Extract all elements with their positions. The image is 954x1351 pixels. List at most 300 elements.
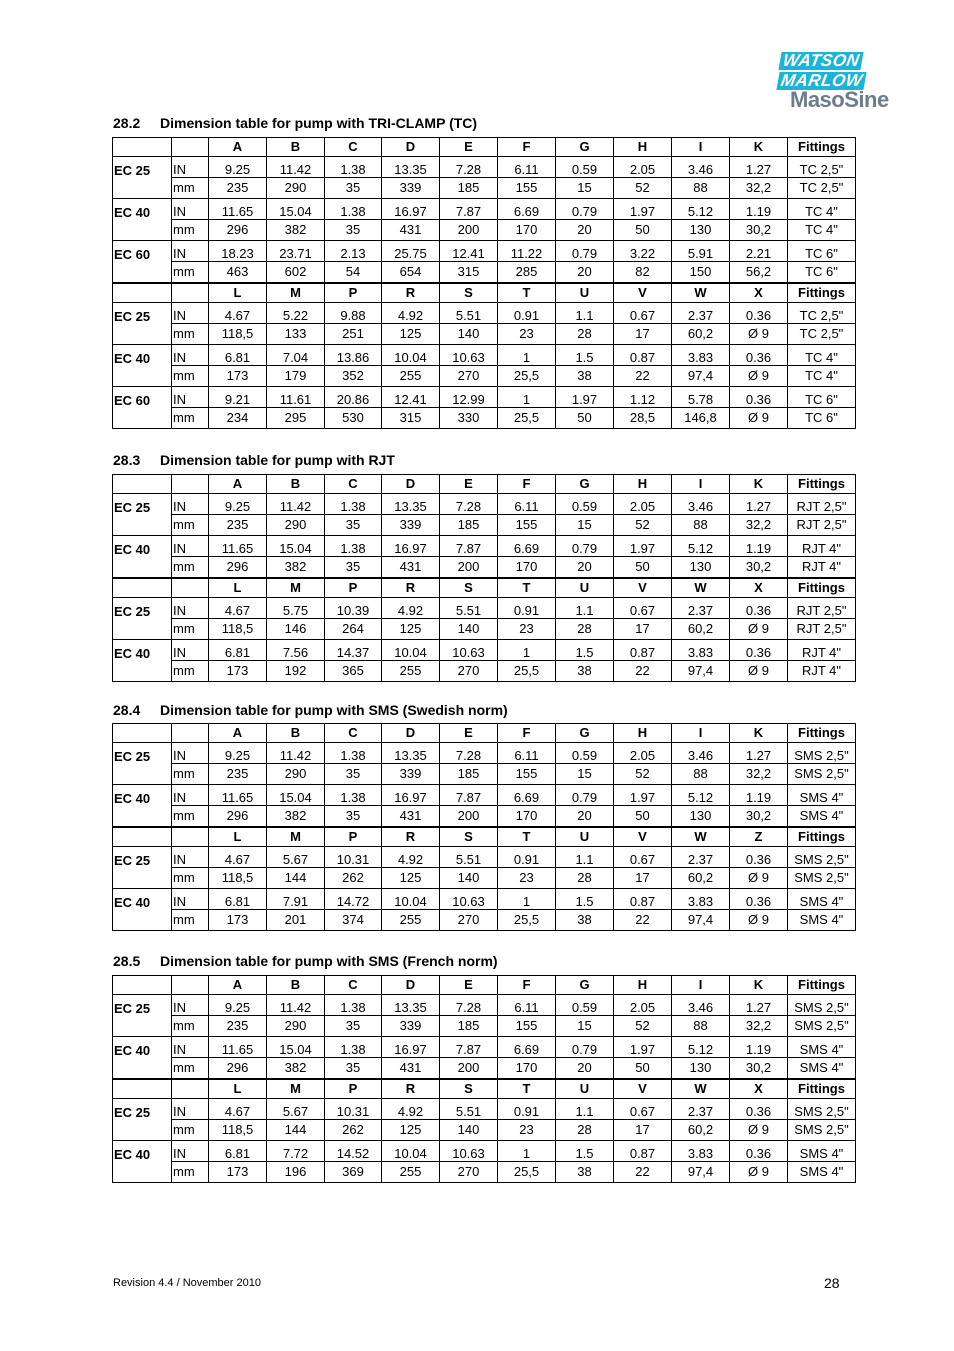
table-cell: TC 4" xyxy=(788,199,856,220)
column-header: H xyxy=(614,475,672,494)
pump-model-cell: EC 40 xyxy=(113,1037,172,1058)
table-cell: 431 xyxy=(382,557,440,579)
unit-cell: mm xyxy=(172,408,209,429)
pump-model-cell: EC 25 xyxy=(113,743,172,764)
column-header: K xyxy=(730,976,788,995)
table-cell: 7.28 xyxy=(440,494,498,515)
column-header: Fittings xyxy=(788,578,856,598)
table-cell: 0.36 xyxy=(730,1141,788,1162)
column-header xyxy=(172,1079,209,1099)
table-cell: 0.87 xyxy=(614,640,672,661)
table-cell: 1.5 xyxy=(556,1141,614,1162)
table-cell: RJT 2,5" xyxy=(788,515,856,536)
table-cell: Ø 9 xyxy=(730,868,788,889)
table-cell: 10.04 xyxy=(382,640,440,661)
table-cell: 50 xyxy=(614,220,672,241)
table-row xyxy=(113,1016,856,1037)
column-header xyxy=(172,724,209,743)
table-header-row xyxy=(113,578,856,598)
column-header xyxy=(113,475,172,494)
table-cell: 235 xyxy=(209,764,267,785)
table-cell: 4.92 xyxy=(382,303,440,324)
table-cell: 4.92 xyxy=(382,598,440,619)
table-cell: 17 xyxy=(614,868,672,889)
table-cell: 7.72 xyxy=(267,1141,325,1162)
pump-model-cell xyxy=(113,515,172,536)
unit-cell: mm xyxy=(172,910,209,931)
pump-model-cell: EC 40 xyxy=(113,345,172,366)
table-cell: TC 6" xyxy=(788,262,856,284)
table-row xyxy=(113,366,856,387)
table-cell: 4.67 xyxy=(209,847,267,868)
column-header: G xyxy=(556,976,614,995)
table-cell: 13.86 xyxy=(325,345,382,366)
table-cell: 0.59 xyxy=(556,157,614,178)
table-row xyxy=(113,494,856,515)
pump-model-cell: EC 25 xyxy=(113,847,172,868)
table-cell: 15.04 xyxy=(267,785,325,806)
table-row xyxy=(113,806,856,828)
table-cell: 200 xyxy=(440,806,498,828)
table-cell: 16.97 xyxy=(382,536,440,557)
column-header: L xyxy=(209,578,267,598)
table-header-row xyxy=(113,724,856,743)
column-header: B xyxy=(267,976,325,995)
unit-cell: IN xyxy=(172,1141,209,1162)
table-cell: SMS 4" xyxy=(788,806,856,828)
table-cell: 6.69 xyxy=(498,536,556,557)
table-cell: 1.97 xyxy=(614,536,672,557)
table-cell: 173 xyxy=(209,661,267,682)
table-cell: 290 xyxy=(267,515,325,536)
table-cell: 192 xyxy=(267,661,325,682)
table-row xyxy=(113,889,856,910)
table-cell: 1.27 xyxy=(730,995,788,1016)
section-heading: Dimension table for pump with SMS (French norm) xyxy=(160,953,498,969)
table-cell: 35 xyxy=(325,1016,382,1037)
table-cell: 35 xyxy=(325,1058,382,1080)
table-cell: 140 xyxy=(440,619,498,640)
unit-cell: IN xyxy=(172,494,209,515)
table-cell: 382 xyxy=(267,220,325,241)
column-header: I xyxy=(672,724,730,743)
table-cell: TC 2,5" xyxy=(788,324,856,345)
unit-cell: IN xyxy=(172,847,209,868)
table-cell: 382 xyxy=(267,806,325,828)
table-cell: Ø 9 xyxy=(730,910,788,931)
pump-model-cell: EC 40 xyxy=(113,1141,172,1162)
table-cell: 264 xyxy=(325,619,382,640)
table-cell: 290 xyxy=(267,764,325,785)
table-cell: 155 xyxy=(498,178,556,199)
table-cell: 374 xyxy=(325,910,382,931)
table-cell: 144 xyxy=(267,1120,325,1141)
column-header: G xyxy=(556,475,614,494)
table-cell: 315 xyxy=(440,262,498,284)
table-cell: 0.36 xyxy=(730,1099,788,1120)
table-cell: 2.37 xyxy=(672,598,730,619)
unit-cell: IN xyxy=(172,785,209,806)
table-cell: 38 xyxy=(556,366,614,387)
column-header: I xyxy=(672,138,730,157)
table-cell: 22 xyxy=(614,1162,672,1183)
table-cell: 201 xyxy=(267,910,325,931)
section-title-28-3 xyxy=(113,452,395,468)
table-cell: 4.67 xyxy=(209,598,267,619)
table-cell: 9.25 xyxy=(209,157,267,178)
table-cell: 3.22 xyxy=(614,241,672,262)
table-cell: 1.97 xyxy=(614,199,672,220)
column-header xyxy=(113,578,172,598)
column-header: C xyxy=(325,724,382,743)
table-cell: 0.36 xyxy=(730,847,788,868)
table-cell: 9.21 xyxy=(209,387,267,408)
table-cell: 25,5 xyxy=(498,408,556,429)
table-cell: 16.97 xyxy=(382,785,440,806)
table-cell: 13.35 xyxy=(382,743,440,764)
table-cell: 255 xyxy=(382,661,440,682)
table-cell: 0.59 xyxy=(556,743,614,764)
table-cell: 155 xyxy=(498,1016,556,1037)
table-cell: 23 xyxy=(498,868,556,889)
pump-model-cell: EC 40 xyxy=(113,199,172,220)
unit-cell: mm xyxy=(172,764,209,785)
table-cell: 0.79 xyxy=(556,241,614,262)
column-header: X xyxy=(730,578,788,598)
pump-model-cell xyxy=(113,366,172,387)
column-header: U xyxy=(556,1079,614,1099)
table-cell: 56,2 xyxy=(730,262,788,284)
table-cell: 179 xyxy=(267,366,325,387)
unit-cell: IN xyxy=(172,241,209,262)
column-header: P xyxy=(325,827,382,847)
table-cell: 30,2 xyxy=(730,557,788,579)
column-header: E xyxy=(440,724,498,743)
table-cell: 32,2 xyxy=(730,178,788,199)
column-header: R xyxy=(382,578,440,598)
table-cell: 6.11 xyxy=(498,157,556,178)
column-header: P xyxy=(325,1079,382,1099)
dimension-table-tri-clamp xyxy=(112,137,856,429)
table-header-row xyxy=(113,475,856,494)
table-cell: 10.31 xyxy=(325,847,382,868)
table-cell: 1.1 xyxy=(556,598,614,619)
table-cell: 315 xyxy=(382,408,440,429)
table-row xyxy=(113,241,856,262)
table-cell: TC 6" xyxy=(788,387,856,408)
table-cell: 11.65 xyxy=(209,785,267,806)
table-cell: 1.1 xyxy=(556,303,614,324)
table-cell: SMS 2,5" xyxy=(788,995,856,1016)
table-cell: 200 xyxy=(440,1058,498,1080)
table-row xyxy=(113,1120,856,1141)
table-cell: 20 xyxy=(556,557,614,579)
table-cell: 11.22 xyxy=(498,241,556,262)
table-cell: 339 xyxy=(382,764,440,785)
column-header xyxy=(172,283,209,303)
table-cell: 11.42 xyxy=(267,743,325,764)
unit-cell: mm xyxy=(172,806,209,828)
pump-model-cell: EC 25 xyxy=(113,995,172,1016)
table-cell: 30,2 xyxy=(730,220,788,241)
table-cell: 0.36 xyxy=(730,303,788,324)
table-cell: TC 4" xyxy=(788,345,856,366)
table-cell: 5.22 xyxy=(267,303,325,324)
column-header: M xyxy=(267,827,325,847)
pump-model-cell xyxy=(113,910,172,931)
table-cell: 97,4 xyxy=(672,1162,730,1183)
table-cell: SMS 4" xyxy=(788,889,856,910)
table-cell: 602 xyxy=(267,262,325,284)
table-cell: SMS 2,5" xyxy=(788,764,856,785)
table-row xyxy=(113,262,856,284)
column-header: Fittings xyxy=(788,1079,856,1099)
table-row xyxy=(113,995,856,1016)
table-cell: 296 xyxy=(209,220,267,241)
pump-model-cell xyxy=(113,1120,172,1141)
table-cell: RJT 2,5" xyxy=(788,598,856,619)
column-header xyxy=(113,283,172,303)
table-cell: Ø 9 xyxy=(730,324,788,345)
table-cell: 82 xyxy=(614,262,672,284)
table-cell: TC 4" xyxy=(788,220,856,241)
section-title-28-4 xyxy=(113,702,508,718)
column-header: W xyxy=(672,1079,730,1099)
table-cell: 1 xyxy=(498,387,556,408)
table-cell: 2.37 xyxy=(672,847,730,868)
table-cell: 15.04 xyxy=(267,1037,325,1058)
column-header: E xyxy=(440,138,498,157)
table-cell: 185 xyxy=(440,515,498,536)
table-cell: 15 xyxy=(556,178,614,199)
dimension-table-sms-french xyxy=(112,975,856,1183)
table-cell: 0.59 xyxy=(556,995,614,1016)
column-header: C xyxy=(325,138,382,157)
table-row xyxy=(113,1037,856,1058)
table-header-row xyxy=(113,138,856,157)
column-header: Fittings xyxy=(788,827,856,847)
table-cell: 11.42 xyxy=(267,157,325,178)
table-cell: 2.37 xyxy=(672,1099,730,1120)
column-header: S xyxy=(440,578,498,598)
unit-cell: IN xyxy=(172,995,209,1016)
table-cell: 50 xyxy=(614,557,672,579)
pump-model-cell xyxy=(113,262,172,284)
table-row xyxy=(113,1162,856,1183)
table-row xyxy=(113,324,856,345)
column-header: P xyxy=(325,283,382,303)
table-cell: 1 xyxy=(498,640,556,661)
table-cell: 296 xyxy=(209,806,267,828)
table-cell: 5.51 xyxy=(440,598,498,619)
table-cell: SMS 2,5" xyxy=(788,868,856,889)
table-cell: 0.87 xyxy=(614,345,672,366)
table-cell: 1.5 xyxy=(556,889,614,910)
table-cell: 7.28 xyxy=(440,157,498,178)
table-cell: 22 xyxy=(614,910,672,931)
table-cell: 0.67 xyxy=(614,1099,672,1120)
table-cell: 28 xyxy=(556,619,614,640)
table-cell: 4.92 xyxy=(382,1099,440,1120)
unit-cell: mm xyxy=(172,661,209,682)
table-cell: RJT 2,5" xyxy=(788,619,856,640)
column-header: D xyxy=(382,475,440,494)
column-header: C xyxy=(325,475,382,494)
table-cell: 196 xyxy=(267,1162,325,1183)
column-header: W xyxy=(672,827,730,847)
table-cell: 25,5 xyxy=(498,366,556,387)
table-cell: 4.67 xyxy=(209,303,267,324)
table-cell: 1.27 xyxy=(730,157,788,178)
table-cell: 0.91 xyxy=(498,598,556,619)
table-cell: 20 xyxy=(556,262,614,284)
table-cell: 654 xyxy=(382,262,440,284)
table-cell: 15.04 xyxy=(267,199,325,220)
column-header: L xyxy=(209,827,267,847)
table-cell: 23 xyxy=(498,1120,556,1141)
table-cell: 2.13 xyxy=(325,241,382,262)
table-cell: 1.38 xyxy=(325,536,382,557)
column-header: U xyxy=(556,578,614,598)
table-cell: 118,5 xyxy=(209,1120,267,1141)
table-cell: 118,5 xyxy=(209,324,267,345)
table-cell: 10.31 xyxy=(325,1099,382,1120)
table-cell: 9.88 xyxy=(325,303,382,324)
column-header: L xyxy=(209,1079,267,1099)
pump-model-cell: EC 60 xyxy=(113,241,172,262)
table-row xyxy=(113,785,856,806)
table-cell: 32,2 xyxy=(730,515,788,536)
unit-cell: IN xyxy=(172,1037,209,1058)
column-header: T xyxy=(498,827,556,847)
table-cell: 150 xyxy=(672,262,730,284)
table-header-row xyxy=(113,1079,856,1099)
table-cell: 173 xyxy=(209,1162,267,1183)
table-cell: 11.65 xyxy=(209,536,267,557)
table-cell: 185 xyxy=(440,1016,498,1037)
column-header xyxy=(113,138,172,157)
table-cell: 0.87 xyxy=(614,889,672,910)
table-cell: 10.04 xyxy=(382,1141,440,1162)
unit-cell: mm xyxy=(172,178,209,199)
pump-model-cell xyxy=(113,619,172,640)
table-row xyxy=(113,1141,856,1162)
table-cell: RJT 4" xyxy=(788,640,856,661)
column-header: T xyxy=(498,578,556,598)
table-cell: 7.56 xyxy=(267,640,325,661)
logo-line-masosine: MasoSine xyxy=(790,87,889,112)
column-header: X xyxy=(730,283,788,303)
column-header xyxy=(172,976,209,995)
table-cell: Ø 9 xyxy=(730,619,788,640)
table-cell: 12.41 xyxy=(382,387,440,408)
column-header: Fittings xyxy=(788,283,856,303)
column-header: A xyxy=(209,475,267,494)
table-cell: 10.63 xyxy=(440,1141,498,1162)
table-cell: 7.91 xyxy=(267,889,325,910)
table-cell: 255 xyxy=(382,366,440,387)
table-cell: 7.87 xyxy=(440,785,498,806)
column-header: V xyxy=(614,578,672,598)
table-cell: 11.61 xyxy=(267,387,325,408)
table-header-row xyxy=(113,827,856,847)
column-header: F xyxy=(498,724,556,743)
table-cell: 15 xyxy=(556,515,614,536)
table-cell: 1.97 xyxy=(614,1037,672,1058)
table-row xyxy=(113,868,856,889)
table-cell: 6.11 xyxy=(498,995,556,1016)
table-row xyxy=(113,408,856,429)
table-cell: 20 xyxy=(556,220,614,241)
unit-cell: IN xyxy=(172,157,209,178)
table-cell: 339 xyxy=(382,1016,440,1037)
table-cell: 295 xyxy=(267,408,325,429)
table-cell: 23 xyxy=(498,324,556,345)
dimension-table-rjt xyxy=(112,474,856,682)
column-header: V xyxy=(614,1079,672,1099)
pump-model-cell xyxy=(113,1058,172,1080)
table-cell: 170 xyxy=(498,1058,556,1080)
table-cell: 30,2 xyxy=(730,806,788,828)
table-cell: 5.78 xyxy=(672,387,730,408)
watson-marlow-masosine-logo xyxy=(776,50,902,112)
table-cell: 22 xyxy=(614,366,672,387)
table-cell: 1.5 xyxy=(556,640,614,661)
table-cell: Ø 9 xyxy=(730,661,788,682)
table-cell: 5.67 xyxy=(267,1099,325,1120)
column-header: Fittings xyxy=(788,976,856,995)
table-cell: 133 xyxy=(267,324,325,345)
table-cell: TC 4" xyxy=(788,366,856,387)
table-cell: 16.97 xyxy=(382,1037,440,1058)
table-cell: SMS 4" xyxy=(788,1162,856,1183)
table-cell: 4.67 xyxy=(209,1099,267,1120)
table-cell: 6.81 xyxy=(209,345,267,366)
table-cell: 173 xyxy=(209,910,267,931)
table-cell: 0.79 xyxy=(556,1037,614,1058)
unit-cell: mm xyxy=(172,619,209,640)
section-number: 28.2 xyxy=(113,115,141,131)
section-number: 28.3 xyxy=(113,452,141,468)
table-cell: 7.04 xyxy=(267,345,325,366)
table-cell: 28 xyxy=(556,868,614,889)
table-row xyxy=(113,387,856,408)
table-cell: 1.38 xyxy=(325,785,382,806)
table-cell: 1.27 xyxy=(730,743,788,764)
page-number: 28 xyxy=(824,1275,840,1291)
column-header: G xyxy=(556,138,614,157)
table-cell: 0.67 xyxy=(614,303,672,324)
table-cell: 11.42 xyxy=(267,995,325,1016)
table-cell: 270 xyxy=(440,910,498,931)
table-cell: 3.46 xyxy=(672,743,730,764)
column-header: D xyxy=(382,724,440,743)
table-cell: 1.19 xyxy=(730,1037,788,1058)
table-cell: 11.65 xyxy=(209,1037,267,1058)
table-row xyxy=(113,1099,856,1120)
table-cell: 3.83 xyxy=(672,640,730,661)
table-cell: 32,2 xyxy=(730,1016,788,1037)
table-cell: 1.38 xyxy=(325,157,382,178)
table-cell: 382 xyxy=(267,1058,325,1080)
table-row xyxy=(113,199,856,220)
section-heading: Dimension table for pump with TRI-CLAMP (TC) xyxy=(160,115,478,131)
column-header: M xyxy=(267,1079,325,1099)
table-cell: 38 xyxy=(556,910,614,931)
table-cell: 5.51 xyxy=(440,303,498,324)
table-cell: 6.81 xyxy=(209,889,267,910)
table-cell: 28 xyxy=(556,1120,614,1141)
